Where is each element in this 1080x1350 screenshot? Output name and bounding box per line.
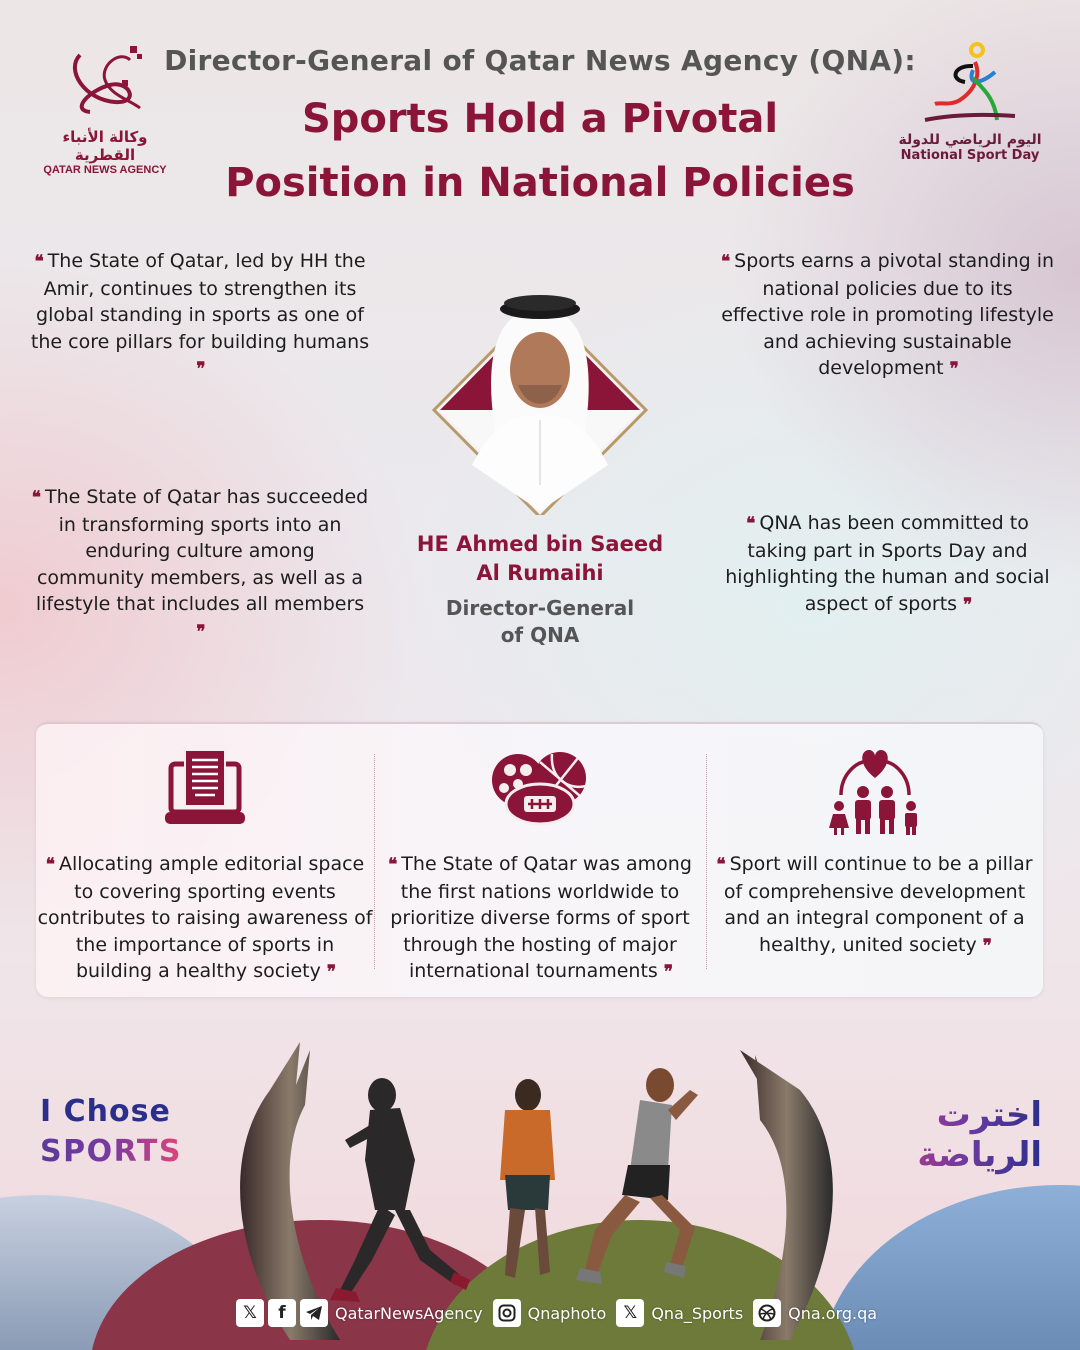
telegram-icon[interactable] — [300, 1299, 328, 1327]
header-title-line1: Sports Hold a Pivotal — [301, 96, 779, 142]
person-name: HE Ahmed bin Saeed Al Rumaihi — [416, 532, 664, 585]
open-quote-icon: ❝ — [388, 855, 396, 875]
laptop-document-icon — [165, 750, 245, 834]
card-text: ❝ Sport will continue to be a pillar of comprehensive development and an integral component of a healthy, united society ❞ — [716, 853, 1033, 956]
quote-2 — [720, 248, 1055, 383]
qna-logo-arabic: وكالة الأنباء القطرية — [62, 128, 148, 164]
open-quote-icon: ❝ — [716, 855, 724, 875]
card-tournaments — [374, 724, 706, 999]
quote-3 — [30, 484, 370, 645]
social-handle-qatarnewsagency[interactable]: QatarNewsAgency — [335, 1303, 483, 1323]
sport-day-english: National Sport Day — [900, 148, 1040, 163]
globe-icon[interactable] — [753, 1299, 781, 1327]
person-role: Director-General of QNA — [445, 596, 635, 647]
open-quote-icon: ❝ — [720, 252, 729, 272]
key-points-panel — [36, 722, 1043, 997]
header-title-line2: Position in National Policies — [225, 160, 855, 206]
instagram-icon[interactable] — [493, 1299, 521, 1327]
card-text: ❝ The State of Qatar was among the first nations worldwide to prioritize diverse forms of sport through the hosting of major international tournaments ❞ — [388, 853, 692, 982]
sport-day-arabic: اليوم الرياضي للدولة — [898, 132, 1042, 148]
arabic-slogan: اخترت الرياضة — [862, 1095, 1042, 1175]
slogan-line1: I Chose — [40, 1094, 171, 1129]
close-quote-icon: ❞ — [326, 962, 335, 982]
close-quote-icon: ❞ — [982, 935, 990, 956]
open-quote-icon: ❝ — [45, 855, 53, 875]
quote-text: QNA has been committed to taking part in Sports Day and highlighting the human and social aspect of sports — [725, 512, 1050, 615]
card-society — [706, 724, 1043, 999]
close-quote-icon: ❞ — [663, 962, 672, 982]
x-icon[interactable]: 𝕏 — [616, 1299, 644, 1327]
sports-balls-icon — [490, 750, 590, 830]
open-quote-icon: ❝ — [31, 488, 39, 508]
close-quote-icon: ❞ — [196, 621, 204, 642]
close-quote-icon: ❞ — [963, 594, 971, 615]
open-quote-icon: ❝ — [34, 252, 42, 272]
family-heart-icon — [827, 750, 923, 840]
runner-figure-icon — [915, 40, 1025, 126]
quote-text: Sports earns a pivotal standing in national policies due to its effective role in promoting lifestyle and achieving sustainable development — [721, 250, 1055, 379]
qna-logo-english: QATAR NEWS AGENCY — [43, 164, 167, 176]
quote-text: The State of Qatar, led by HH the Amir, continues to strengthen its global standing in sports as one of the core pillars for building humans — [30, 250, 370, 353]
portrait-photo — [432, 285, 648, 515]
social-handle-qnaphoto[interactable]: Qnaphoto — [527, 1303, 607, 1323]
website-link[interactable]: Qna.org.qa — [788, 1303, 878, 1323]
card-editorial — [36, 724, 374, 999]
quote-1 — [30, 248, 370, 383]
quote-text: The State of Qatar has succeeded in transforming sports into an enduring culture among community members, as well as a lifestyle that includes all members — [35, 486, 369, 615]
open-quote-icon: ❝ — [746, 514, 754, 534]
social-handle-qna-sports[interactable]: Qna_Sports — [651, 1303, 744, 1323]
facebook-icon[interactable]: f — [268, 1299, 296, 1327]
header-subtitle: Director-General of Qatar News Agency (QNA): — [164, 44, 916, 77]
close-quote-icon: ❞ — [949, 359, 957, 379]
close-quote-icon: ❞ — [196, 359, 204, 379]
quote-4 — [720, 510, 1055, 618]
national-sport-day-logo — [895, 40, 1045, 163]
social-links — [236, 1298, 883, 1328]
card-text: ❝ Allocating ample editorial space to covering sporting events contributes to raising awareness of the importance of sports in building a healthy society ❞ — [37, 853, 373, 982]
english-slogan — [40, 1092, 182, 1172]
slogan-line2: SPORTS — [40, 1132, 182, 1172]
x-icon[interactable]: 𝕏 — [236, 1299, 264, 1327]
